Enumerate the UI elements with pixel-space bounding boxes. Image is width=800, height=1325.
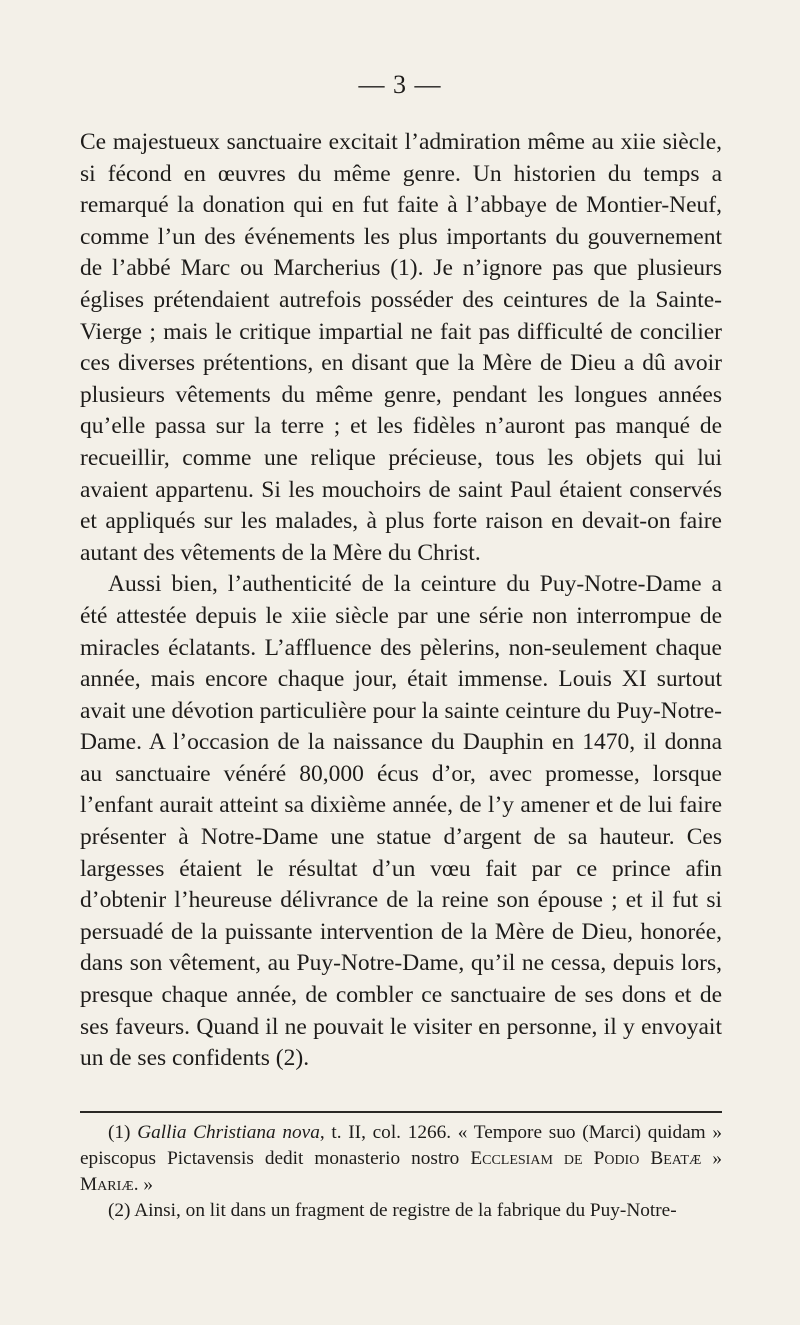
footnote-separator bbox=[80, 1111, 722, 1113]
footnote-1-marker: (1) bbox=[108, 1122, 131, 1143]
paragraph-2: Aussi bien, l’authenticité de la ceinture du Puy-Notre-Dame a été attestée depuis le xiie siècle par une série non interrompue de miracles éclatants. L’affluence des pèlerins, non-seulement chaque année, mais encore chaque jour, était immense. Louis XI surtout avait une dévotion particulière pour la sainte ceinture du Puy-Notre-Dame. A l’occasion de la naissance du Dauphin en 1470, il donna au sanctuaire vénéré 80,000 écus d’or, avec promesse, lorsque l’enfant aurait atteint sa dixième année, de l’y amener et de lui faire présenter à Notre-Dame une statue d’argent de sa hauteur. Ces largesses étaient le résultat d’un vœu fait par ce prince afin d’obtenir l’heureuse délivrance de la reine son épouse ; et il fut si persuadé de la puissante intervention de la Mère de Dieu, honorée, dans son vêtement, au Puy-Notre-Dame, qu’il ne cessa, depuis lors, presque chaque année, de combler ce sanctuaire de ses dons et de ses faveurs. Quand il ne pouvait le visiter en personne, il y envoyait un de ses confidents (2). bbox=[80, 571, 722, 1072]
footnote-2-text: Ainsi, on lit dans un fragment de registre de la fabrique du Puy-Notre- bbox=[134, 1200, 677, 1221]
footnote-1-end: » bbox=[138, 1174, 153, 1195]
footnotes bbox=[80, 1120, 722, 1224]
main-text bbox=[80, 127, 722, 1075]
footnote-1 bbox=[80, 1120, 722, 1198]
footnote-2-marker: (2) bbox=[108, 1200, 131, 1221]
paragraph-1: Ce majestueux sanctuaire excitait l’admiration même au xiie siècle, si fécond en œuvres du même genre. Un historien du temps a remarqué la donation qui en fut faite à l’abbaye de Montier-Neuf, comme l’un des événements les plus importants du gouvernement de l’abbé Marc ou Marcherius (1). Je n’ignore pas que plusieurs églises prétendaient autrefois posséder des ceintures de la Sainte-Vierge ; mais le critique impartial ne fait pas difficulté de concilier ces diverses prétentions, en disant que la Mère de Dieu a dû avoir plusieurs vêtements du même genre, pendant les longues années qu’elle passa sur la terre ; et les fidèles n’auront pas manqué de recueillir, comme une relique précieuse, tous les objets qui lui avaient appartenu. Si les mouchoirs de saint Paul étaient conservés et appliqués sur les malades, à plus forte raison en devait-on faire autant des vêtements de la Mère du Christ. bbox=[80, 129, 722, 566]
footnote-1-ref: , t. II, col. 1266. « Tempore suo (Marci) quidam » episcopus Pictavensis dedit monasterio nostro bbox=[80, 1122, 722, 1169]
footnote-1-title: Gallia Christiana nova bbox=[137, 1122, 320, 1143]
footnote-1-smallcaps: Ecclesiam de Podio Beatæ » Mariæ. bbox=[80, 1148, 722, 1195]
page-number: — 3 — bbox=[358, 70, 442, 99]
footnote-2 bbox=[80, 1198, 722, 1224]
